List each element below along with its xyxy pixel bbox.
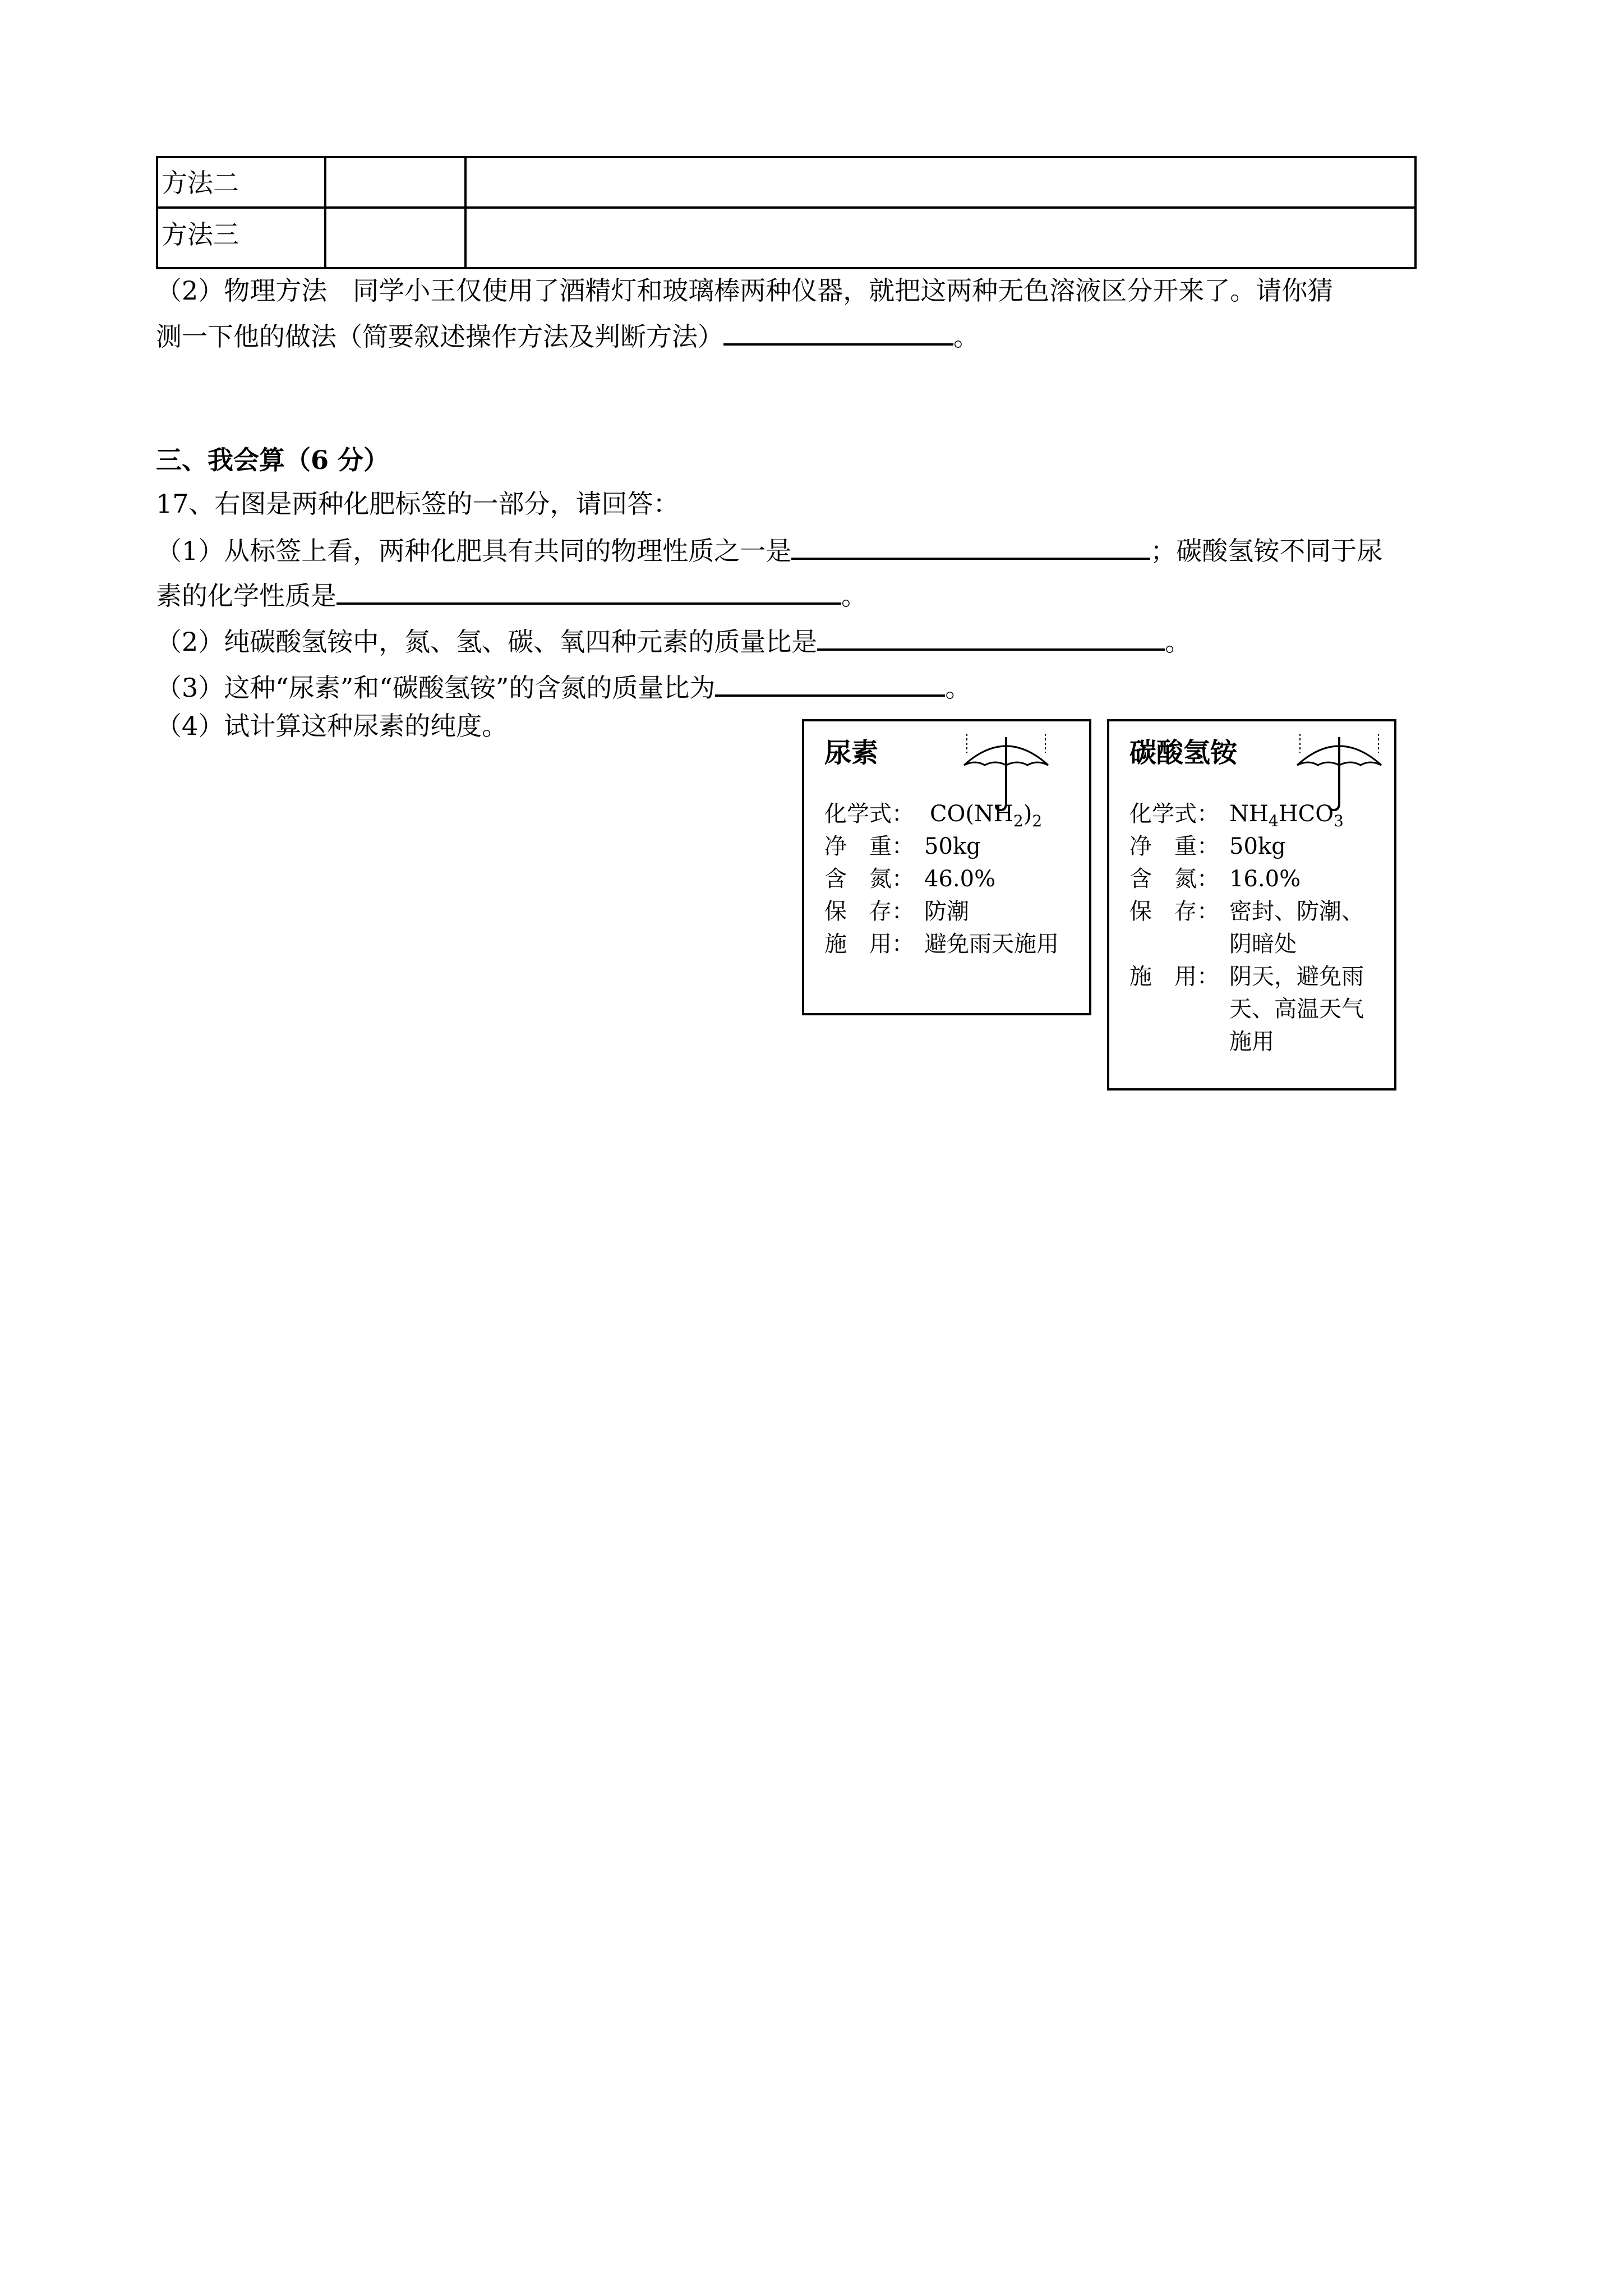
table-cell-method [158,206,326,267]
use-field: 施 用： 避免雨天施用 [824,931,1059,957]
card-title: 尿素 [824,737,879,769]
table-cell-description[interactable] [467,206,1414,267]
method-label: 方法三 [162,219,239,250]
q16-part2-line2 [156,318,979,353]
q17-part1-text-b: ；碳酸氢铵不同于尿 [1150,536,1383,566]
storage-field: 保 存： 密封、防潮、 阴暗处 [1129,899,1364,957]
q17-part4: （4）试计算这种尿素的纯度。 [156,711,508,741]
table-row [158,158,1414,209]
q16-part2-line2-text: 测一下他的做法（简要叙述操作方法及判断方法） [156,321,723,352]
q17-part1-text-c: 素的化学性质是 [156,581,336,611]
q17-intro: 17、右图是两种化肥标签的一部分，请回答： [156,489,679,519]
nitrogen-field: 含 氮： 46.0% [824,866,996,892]
storage-field: 保 存： 防潮 [824,899,969,924]
use-field: 施 用： 阴天，避免雨 天、高温天气 施用 [1129,964,1364,1055]
q17-part2 [156,623,1191,659]
q17-part1-text-a: （1）从标签上看，两种化肥具有共同的物理性质之一是 [156,536,792,566]
section-heading: 三、我会算（6 分） [156,445,390,475]
q17-part1-line1 [156,532,1382,568]
nitrogen-field: 含 氮： 16.0% [1129,866,1301,892]
period: 。 [841,581,867,611]
formula-field: 化学式： $NH_4HCO_3$ [1129,801,1344,830]
table-cell-reagent[interactable] [326,206,467,267]
bicarb-label-card [1107,719,1396,1091]
period: 。 [1165,627,1191,657]
q17-part2-text: （2）纯碳酸氢铵中，氮、氢、碳、氧四种元素的质量比是 [156,627,818,657]
q17-part3 [156,669,971,705]
answer-blank[interactable] [817,623,1165,651]
period: 。 [945,673,971,703]
q16-part2-line1: （2）物理方法 同学小王仅使用了酒精灯和玻璃棒两种仪器，就把这两种无色溶液区分开来了。请你猜 [156,275,1334,306]
weight-field: 净 重： 50kg [824,834,981,859]
table-cell-method [158,158,326,206]
answer-blank[interactable] [336,577,841,605]
table-cell-reagent[interactable] [326,158,467,206]
method-label: 方法二 [162,168,239,198]
formula-field: 化学式： $CO(NH_2)_2$ [824,801,1043,830]
method-table [156,156,1417,269]
weight-field: 净 重： 50kg [1129,834,1286,859]
table-row [158,206,1414,267]
answer-blank[interactable] [723,318,953,346]
urea-label-card [802,719,1091,1015]
q17-part3-text: （3）这种“尿素”和“碳酸氢铵”的含氮的质量比为 [156,673,716,703]
period: 。 [953,321,979,352]
card-title: 碳酸氢铵 [1129,737,1238,769]
answer-blank[interactable] [791,532,1150,560]
q17-part1-line2 [156,577,867,613]
table-cell-description[interactable] [467,158,1414,206]
answer-blank[interactable] [715,669,945,697]
